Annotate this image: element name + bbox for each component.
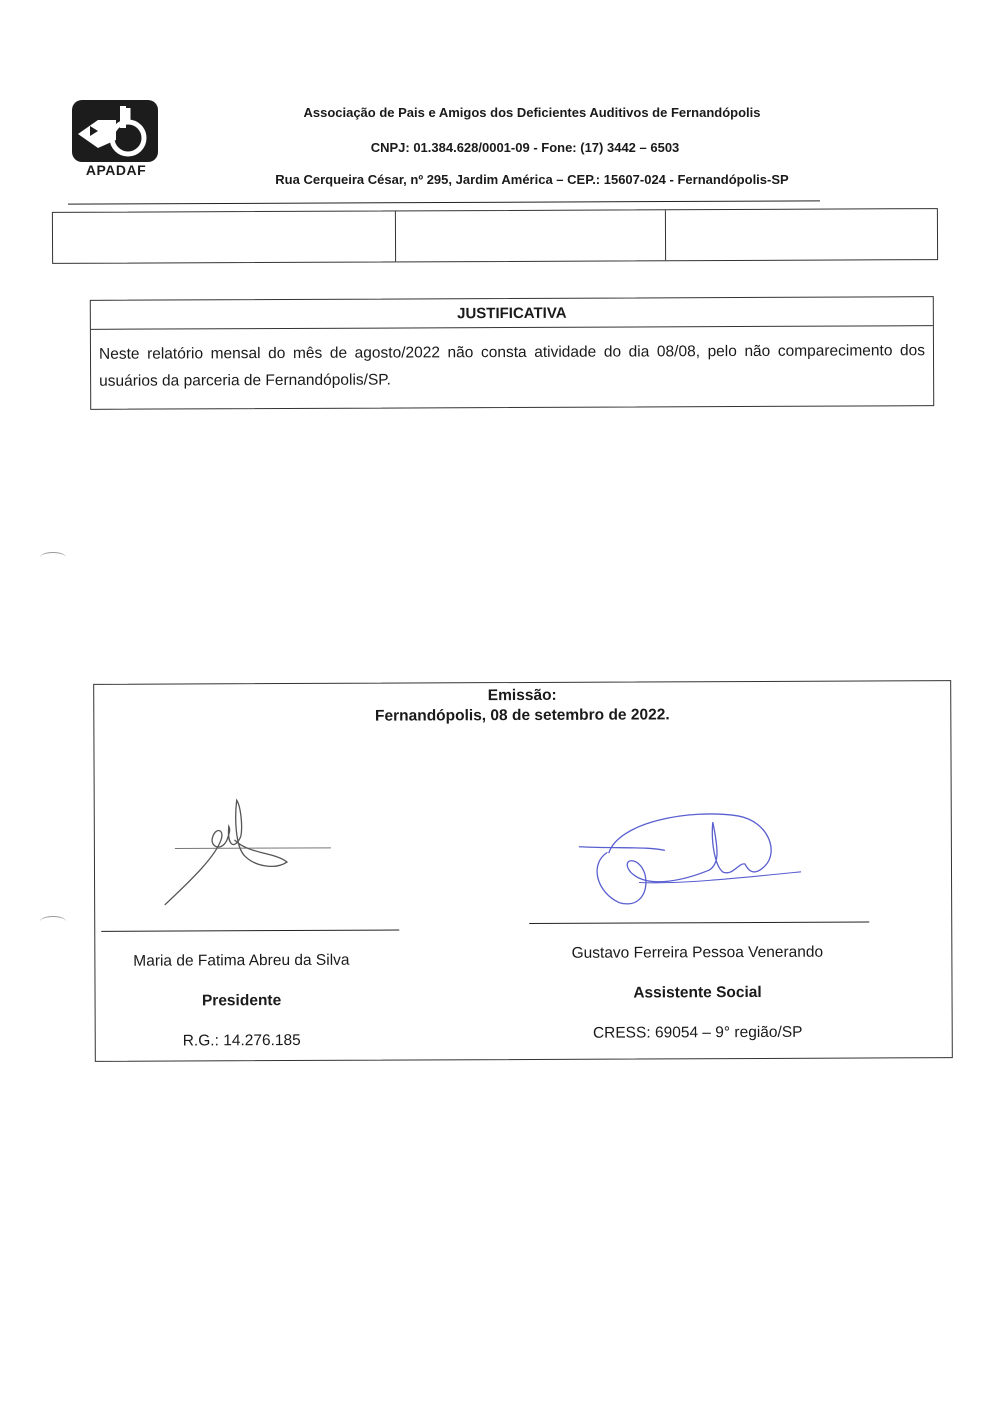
president-name: Maria de Fatima Abreu da Silva — [133, 951, 350, 970]
address-line: Rua Cerqueira César, nº 295, Jardim América – CEP.: 15607-024 - Fernandópolis-SP — [275, 172, 789, 187]
apadaf-logo — [70, 98, 162, 180]
logo-text: APADAF — [85, 162, 147, 178]
justificativa-title: JUSTIFICATIVA — [457, 304, 567, 323]
organization-name: Associação de Pais e Amigos dos Deficientes Auditivos de Fernandópolis — [303, 105, 761, 120]
president-signature-line — [101, 930, 399, 932]
social-worker-role: Assistente Social — [633, 983, 762, 1002]
president-role: Presidente — [201, 992, 282, 1010]
emission-place-date: Fernandópolis, 08 de setembro de 2022. — [374, 706, 670, 725]
social-worker-cress: CRESS: 69054 – 9° região/SP — [592, 1023, 803, 1042]
cnpj-phone-line: CNPJ: 01.384.628/0001-09 - Fone: (17) 3442 – 6503 — [370, 140, 680, 155]
social-worker-signature-icon — [579, 812, 809, 913]
president-rg: R.G.: 14.276.185 — [182, 1031, 301, 1050]
scan-mark — [40, 552, 66, 563]
social-worker-name: Gustavo Ferreira Pessoa Venerando — [571, 943, 824, 962]
justificativa-box — [90, 296, 934, 410]
emission-signature-box — [93, 680, 953, 1062]
social-worker-signature-line — [529, 921, 869, 923]
header-rule — [68, 200, 820, 204]
scan-mark — [40, 916, 66, 927]
table-cell-divider — [665, 210, 666, 260]
justificativa-body: Neste relatório mensal do mês de agosto/2022 não consta atividade do dia 08/08, pelo não comparecimento dos usuários da parceria de Fernandópolis/SP. — [98, 342, 926, 390]
emission-label: Emissão: — [487, 686, 557, 705]
president-signature-icon — [165, 796, 335, 907]
apadaf-ear-logo-icon — [72, 100, 158, 162]
empty-info-table — [52, 208, 938, 264]
justificativa-divider — [91, 325, 933, 330]
table-cell-divider — [395, 211, 396, 261]
